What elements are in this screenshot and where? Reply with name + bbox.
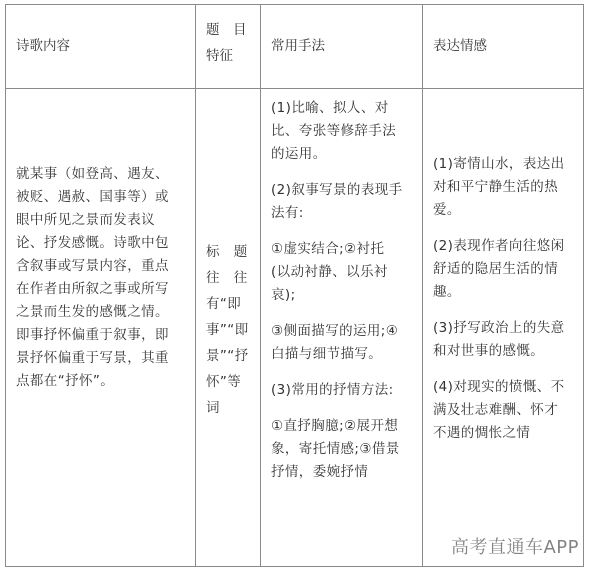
column-divider — [195, 5, 196, 566]
poem-content-line: 论、抒发感慨。诗歌中包 — [16, 235, 169, 251]
column-divider — [422, 5, 423, 566]
emotion-block — [433, 317, 583, 363]
emotion-line: 对和平宁静生活的热 — [433, 179, 559, 195]
emotion-line: (3)抒写政治上的失意 — [433, 320, 565, 336]
header-expressed-emotion: 表达情感 — [433, 38, 487, 54]
poem-content-line: 之景而生发的感慨之情。 — [16, 304, 169, 320]
header-divider — [6, 88, 583, 89]
techniques-line: (以动衬静、以乐衬 — [271, 264, 388, 280]
title-feature-line: 往 往 — [206, 270, 248, 286]
title-feature-line: 景”“抒 — [206, 348, 249, 364]
emotion-block — [433, 235, 583, 304]
title-feature-line: 词 — [206, 400, 220, 416]
emotion-line: (2)表现作者向往悠闲 — [433, 238, 565, 254]
poem-content-line: 眼中所见之景而发表议 — [16, 212, 155, 228]
watermark-text: 高考直通车APP — [450, 537, 579, 558]
emotion-line: 舒适的隐居生活的情 — [433, 261, 559, 277]
emotion-line: 趣。 — [433, 284, 461, 300]
poem-content-line: 景抒怀偏重于写景，其重 — [16, 350, 169, 366]
techniques-line: 象，寄托情感;③借景 — [271, 441, 400, 457]
techniques-cell — [271, 97, 421, 484]
emotion-line: 爱。 — [433, 202, 461, 218]
emotion-block — [433, 153, 583, 222]
title-feature-line: 事”“即 — [206, 322, 249, 338]
poem-content-line: 即事抒怀偏重于叙事，即 — [16, 327, 169, 343]
header-title-feature-line1: 题 目 — [206, 22, 247, 38]
techniques-line: ①虚实结合;②衬托 — [271, 241, 385, 257]
techniques-line: ③侧面描写的运用;④ — [271, 323, 399, 339]
poem-content-line: 在作者由所叙之事或所写 — [16, 281, 169, 297]
emotion-block — [433, 376, 583, 445]
header-common-techniques: 常用手法 — [271, 38, 325, 54]
techniques-block — [271, 379, 421, 402]
techniques-line: (3)常用的抒情方法: — [271, 382, 394, 398]
emotion-line: 不遇的惆怅之情 — [433, 425, 531, 441]
column-divider — [260, 5, 261, 566]
poem-content-cell — [16, 163, 192, 393]
techniques-line: (2)叙事写景的表现手 — [271, 182, 403, 198]
techniques-block — [271, 415, 421, 484]
techniques-line: 白描与细节描写。 — [271, 346, 383, 362]
poem-content-line: 含叙事或写景内容，重点 — [16, 258, 169, 274]
emotion-line: (4)对现实的愤慨、不 — [433, 379, 565, 395]
techniques-line: 哀); — [271, 287, 296, 303]
title-feature-line: 有“即 — [206, 296, 242, 312]
techniques-line: (1)比喻、拟人、对 — [271, 100, 389, 116]
poem-content-line: 就某事（如登高、遇友、 — [16, 166, 169, 182]
techniques-line: 比、夸张等修辞手法 — [271, 123, 397, 139]
title-feature-line: 怀”等 — [206, 374, 242, 390]
header-title-feature-line2: 特征 — [206, 48, 233, 64]
header-title-feature — [206, 19, 256, 67]
emotion-line: 和对世事的感慨。 — [433, 343, 545, 359]
techniques-block — [271, 320, 421, 366]
techniques-line: 抒情，委婉抒情 — [271, 464, 369, 480]
header-poem-content: 诗歌内容 — [16, 38, 70, 54]
title-feature-line: 标 题 — [206, 244, 248, 260]
techniques-line: 法有: — [271, 205, 304, 221]
title-feature-cell — [206, 241, 260, 420]
techniques-block — [271, 97, 421, 166]
poem-content-line: 被贬、遇赦、国事等）或 — [16, 189, 169, 205]
techniques-line: ①直抒胸臆;②展开想 — [271, 418, 399, 434]
poetry-table — [5, 4, 584, 567]
techniques-block — [271, 179, 421, 225]
emotion-line: (1)寄情山水，表达出 — [433, 156, 565, 172]
emotion-line: 满及壮志难酬、怀才 — [433, 402, 559, 418]
techniques-line: 的运用。 — [271, 146, 327, 162]
emotion-cell — [433, 153, 583, 445]
poem-content-line: 点都在“抒怀”。 — [16, 373, 115, 389]
techniques-block — [271, 238, 421, 307]
